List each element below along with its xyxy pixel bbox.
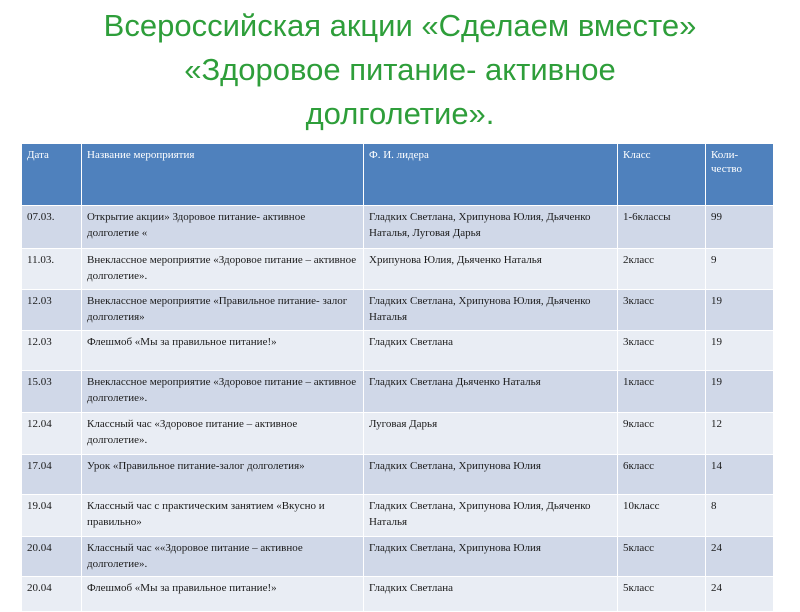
title-line-2: «Здоровое питание- активное (184, 52, 616, 87)
cell-event-name: Классный час «Здоровое питание – активное долголетие». (82, 413, 364, 455)
cell-leader: Луговая Дарья (364, 413, 618, 455)
cell-count: 19 (706, 331, 774, 371)
cell-class: 1класс (618, 371, 706, 413)
cell-count: 24 (706, 577, 774, 612)
cell-count: 14 (706, 455, 774, 495)
title-line-1: Всероссийская акции «Сделаем вместе» (103, 8, 697, 43)
title-line-3: долголетие». (305, 96, 495, 131)
cell-class: 2класс (618, 249, 706, 290)
cell-count: 19 (706, 371, 774, 413)
cell-class: 3класс (618, 290, 706, 331)
cell-class: 10класс (618, 495, 706, 537)
table-row (22, 371, 774, 413)
table-row (22, 537, 774, 577)
header-event-name: Название мероприятия (82, 144, 364, 206)
cell-event-name: Урок «Правильное питание-залог долголетия» (82, 455, 364, 495)
cell-event-name: Внеклассное мероприятие «Правильное питание- залог долголетия» (82, 290, 364, 331)
cell-date: 12.04 (22, 413, 82, 455)
cell-date: 17.04 (22, 455, 82, 495)
cell-count: 24 (706, 537, 774, 577)
table-row (22, 495, 774, 537)
cell-class: 5класс (618, 577, 706, 612)
cell-class: 9класс (618, 413, 706, 455)
cell-event-name: Внеклассное мероприятие «Здоровое питание – активное долголетие». (82, 371, 364, 413)
cell-count: 99 (706, 206, 774, 249)
table-row (22, 455, 774, 495)
events-table (21, 143, 774, 612)
header-date: Дата (22, 144, 82, 206)
cell-event-name: Классный час ««Здоровое питание – активное долголетие». (82, 537, 364, 577)
table-row (22, 577, 774, 612)
table-row (22, 249, 774, 290)
cell-date: 20.04 (22, 537, 82, 577)
table-row (22, 290, 774, 331)
header-class: Класс (618, 144, 706, 206)
table-row (22, 413, 774, 455)
cell-date: 07.03. (22, 206, 82, 249)
cell-leader: Гладких Светлана Дьяченко Наталья (364, 371, 618, 413)
cell-date: 19.04 (22, 495, 82, 537)
cell-count: 8 (706, 495, 774, 537)
cell-event-name: Открытие акции» Здоровое питание- активное долголетие « (82, 206, 364, 249)
cell-leader: Гладких Светлана (364, 577, 618, 612)
cell-class: 5класс (618, 537, 706, 577)
cell-event-name: Флешмоб «Мы за правильное питание!» (82, 577, 364, 612)
cell-event-name: Классный час с практическим занятием «Вкусно и правильно» (82, 495, 364, 537)
cell-date: 12.03 (22, 331, 82, 371)
cell-date: 11.03. (22, 249, 82, 290)
cell-class: 6класс (618, 455, 706, 495)
cell-leader: Гладких Светлана, Хрипунова Юлия (364, 455, 618, 495)
table-row (22, 331, 774, 371)
cell-date: 12.03 (22, 290, 82, 331)
header-leader-name: Ф. И. лидера (364, 144, 618, 206)
cell-leader: Хрипунова Юлия, Дьяченко Наталья (364, 249, 618, 290)
cell-leader: Гладких Светлана, Хрипунова Юлия, Дьяченко Наталья (364, 495, 618, 537)
cell-date: 15.03 (22, 371, 82, 413)
cell-leader: Гладких Светлана, Хрипунова Юлия, Дьяченко Наталья, Луговая Дарья (364, 206, 618, 249)
cell-event-name: Внеклассное мероприятие «Здоровое питание – активное долголетие». (82, 249, 364, 290)
cell-count: 19 (706, 290, 774, 331)
cell-count: 9 (706, 249, 774, 290)
cell-leader: Гладких Светлана, Хрипунова Юлия, Дьяченко Наталья (364, 290, 618, 331)
cell-count: 12 (706, 413, 774, 455)
cell-leader: Гладких Светлана, Хрипунова Юлия (364, 537, 618, 577)
cell-date: 20.04 (22, 577, 82, 612)
cell-event-name: Флешмоб «Мы за правильное питание!» (82, 331, 364, 371)
table-row (22, 206, 774, 249)
cell-class: 1-6классы (618, 206, 706, 249)
slide-title (0, 4, 800, 136)
table-header-row (22, 144, 774, 206)
cell-class: 3класс (618, 331, 706, 371)
cell-leader: Гладких Светлана (364, 331, 618, 371)
header-count: Коли-чество (706, 144, 774, 206)
